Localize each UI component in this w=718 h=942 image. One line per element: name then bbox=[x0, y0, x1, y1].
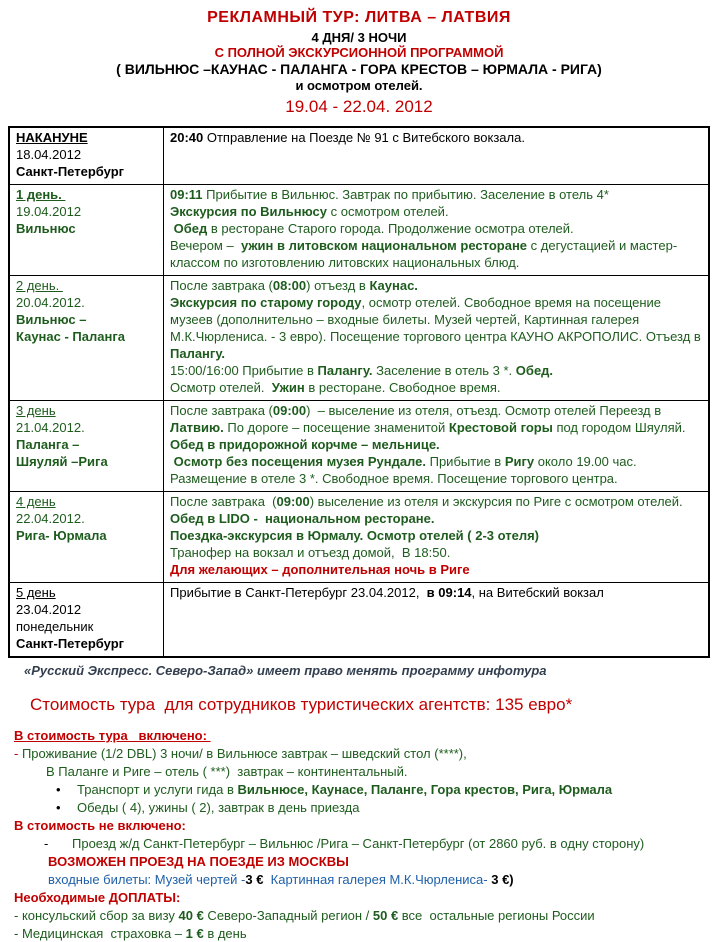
text-run: 50 € bbox=[372, 907, 399, 923]
tour-program-note: С ПОЛНОЙ ЭКСКУРСИОННОЙ ПРОГРАММОЙ bbox=[214, 45, 504, 61]
program-line bbox=[170, 220, 702, 237]
day-cell-line bbox=[16, 601, 157, 618]
program-line bbox=[170, 584, 702, 601]
program-cell bbox=[164, 582, 710, 657]
program-cell bbox=[164, 184, 710, 275]
text-run: - Медицинская страховка – bbox=[14, 925, 186, 941]
text-run: ужин в литовском национальном ресторане bbox=[240, 237, 528, 253]
text-run: в 09:14 bbox=[426, 584, 472, 600]
text-run: 1 € bbox=[185, 925, 204, 941]
text-run: ВОЗМОЖЕН ПРОЕЗД НА ПОЕЗДЕ ИЗ МОСКВЫ bbox=[48, 853, 349, 869]
text-run: все остальные регионы России bbox=[398, 907, 595, 923]
text-run: Отправление на Поезде № 91 с Витебского вокзала. bbox=[203, 129, 525, 145]
day-cell bbox=[9, 491, 164, 582]
day-cell-line bbox=[16, 311, 157, 328]
text-run: , осмотр отелей. Свободное время на посещение музеев (дополнительно – входные билеты. Музей чертей, Картинная галерея М.К.Чюрлениса. - 3 евро). Посещение торгового центра КАУНО АКРОПОЛИС. Отъезд в bbox=[170, 294, 705, 344]
day-cell-line bbox=[16, 402, 157, 419]
day-cell-line bbox=[16, 618, 157, 635]
text-run: 3 день bbox=[16, 402, 56, 418]
day-cell-line bbox=[16, 277, 157, 294]
text-run: Северо-Западный регион / bbox=[203, 907, 373, 923]
included-item-transport bbox=[56, 781, 710, 798]
surcharge-insurance bbox=[14, 925, 710, 942]
text-run: 3 € bbox=[245, 871, 264, 887]
text-run: Проживание (1/2 DBL) 3 ночи/ в Вильнюсе завтрак – шведский стол (****), bbox=[21, 745, 467, 761]
text-run: с осмотром отелей. bbox=[327, 203, 449, 219]
document-header bbox=[0, 8, 718, 118]
text-run: 5 день bbox=[16, 584, 56, 600]
program-line bbox=[170, 203, 702, 220]
text-run: ) отъезд в bbox=[306, 277, 370, 293]
text-run: Обед в придорожной корчме – мельнице. bbox=[170, 436, 440, 452]
text-run: в день bbox=[203, 925, 247, 941]
text-run: Латвию. bbox=[170, 419, 224, 435]
text-run: 21.04.2012. bbox=[16, 419, 85, 435]
text-run: «Русский Экспресс. Северо-Запад» имеет право менять программу инфотура bbox=[24, 662, 547, 678]
text-run: Крестовой горы bbox=[448, 419, 553, 435]
itinerary-row bbox=[9, 184, 709, 275]
tour-dates: 19.04 - 22.04. 2012 bbox=[285, 97, 433, 117]
entrance-tickets-note bbox=[48, 871, 710, 888]
text-run: 1 день. bbox=[16, 186, 66, 202]
day-cell bbox=[9, 275, 164, 400]
program-line bbox=[170, 544, 702, 561]
text-run: Палангу. bbox=[170, 345, 226, 361]
tour-hotels-note: и осмотром отелей. bbox=[295, 78, 423, 94]
text-run: После завтрака ( bbox=[170, 402, 273, 418]
text-run: Обеды ( 4), ужины ( 2), завтрак в день приезда bbox=[77, 799, 360, 815]
text-run: Вильнюсе, Каунасе, Паланге, Гора крестов, Рига, Юрмала bbox=[237, 781, 613, 797]
day-cell-line bbox=[16, 584, 157, 601]
text-run: Транспорт и услуги гида в bbox=[77, 781, 238, 797]
text-run: В стоимость тура включено: bbox=[14, 727, 211, 743]
included-item-accommodation bbox=[14, 745, 710, 762]
program-line bbox=[170, 186, 702, 203]
text-run: входные билеты: Музей чертей - bbox=[48, 871, 246, 887]
program-line bbox=[170, 277, 702, 294]
text-run: - bbox=[14, 745, 22, 761]
text-run: В Паланге и Риге – отель ( ***) завтрак – континентальный. bbox=[46, 763, 408, 779]
program-line bbox=[170, 527, 702, 544]
included-item-accommodation-2 bbox=[46, 763, 710, 780]
text-run: Заселение в отель 3 *. bbox=[372, 362, 516, 378]
program-cell bbox=[164, 275, 710, 400]
text-run: 20:40 bbox=[170, 129, 204, 145]
itinerary-table bbox=[8, 126, 710, 658]
text-run: 3 €) bbox=[491, 871, 514, 887]
text-run: Экскурсия по старому городу bbox=[170, 294, 362, 310]
text-run: Паланга – bbox=[16, 436, 80, 452]
moscow-train-note bbox=[48, 853, 710, 870]
text-run: Ригу bbox=[504, 453, 535, 469]
itinerary-row bbox=[9, 491, 709, 582]
tour-title: РЕКЛАМНЫЙ ТУР: ЛИТВА – ЛАТВИЯ bbox=[207, 9, 511, 26]
text-run: ) выселение из отеля и экскурсия по Риге с осмотром отелей. bbox=[309, 493, 683, 509]
text-run: НАКАНУНЕ bbox=[16, 129, 88, 145]
day-cell-line bbox=[16, 328, 157, 345]
text-run: Обед. bbox=[515, 362, 554, 378]
text-run: с дегустацией и мастер-классом по изготовлению литовских национальных блюд. bbox=[170, 237, 678, 270]
included-item-meals bbox=[56, 799, 710, 816]
day-cell bbox=[9, 184, 164, 275]
day-cell bbox=[9, 400, 164, 491]
program-line bbox=[170, 453, 702, 470]
itinerary-row bbox=[9, 582, 709, 657]
day-cell-line bbox=[16, 163, 157, 180]
text-run: Размещение в отеле 3 *. Свободное время. Посещение торгового центра. bbox=[170, 470, 618, 486]
text-run: 2 день. bbox=[16, 277, 63, 293]
text-run: Необходимые ДОПЛАТЫ: bbox=[14, 889, 181, 905]
program-line bbox=[170, 493, 702, 510]
itinerary-row bbox=[9, 400, 709, 491]
program-change-disclaimer bbox=[24, 662, 710, 679]
text-run: в ресторане Старого города. Продолжение осмотра отелей. bbox=[207, 220, 574, 236]
program-cell bbox=[164, 491, 710, 582]
program-line bbox=[170, 379, 702, 396]
text-run: Прибытие в Санкт-Петербург 23.04.2012, bbox=[170, 584, 427, 600]
text-run: Вильнюс – bbox=[16, 311, 87, 327]
program-line bbox=[170, 129, 702, 146]
text-run: , на Витебский вокзал bbox=[471, 584, 604, 600]
text-run: Рига- Юрмала bbox=[16, 527, 107, 543]
text-run: Каунас - Паланга bbox=[16, 328, 125, 344]
text-run: 20.04.2012. bbox=[16, 294, 85, 310]
text-run: Ужин bbox=[271, 379, 305, 395]
text-run: После завтрака ( bbox=[170, 277, 273, 293]
text-run: Каунас. bbox=[369, 277, 418, 293]
tour-route: ( ВИЛЬНЮС –КАУНАС - ПАЛАНГА - ГОРА КРЕСТОВ – ЮРМАЛА - РИГА) bbox=[116, 61, 602, 78]
text-run: Обед bbox=[173, 220, 208, 236]
text-run: под городом Шяуляй. bbox=[552, 419, 686, 435]
text-run: 09:00 bbox=[272, 402, 307, 418]
day-cell-line bbox=[16, 493, 157, 510]
day-cell-line bbox=[16, 436, 157, 453]
program-line bbox=[170, 294, 705, 362]
text-run: 40 € bbox=[178, 907, 204, 923]
itinerary-row bbox=[9, 275, 709, 400]
text-run: Транофер на вокзал и отъезд домой, В 18:50. bbox=[170, 544, 451, 560]
text-run: 23.04.2012 bbox=[16, 601, 82, 617]
program-line bbox=[170, 362, 702, 379]
day-cell-line bbox=[16, 453, 157, 470]
text-run: Санкт-Петербург bbox=[16, 635, 125, 651]
text-run: Для желающих – дополнительная ночь в Риге bbox=[170, 561, 470, 577]
text-run: - консульский сбор за визу bbox=[14, 907, 179, 923]
text-run: Вечером – bbox=[170, 237, 241, 253]
not-included-item-rail bbox=[44, 835, 710, 852]
day-cell-line bbox=[16, 203, 157, 220]
day-cell-line bbox=[16, 186, 157, 203]
text-run: Обед в LIDO - национальном ресторане. bbox=[170, 510, 435, 526]
program-line bbox=[170, 402, 702, 436]
text-run: Шяуляй –Рига bbox=[16, 453, 108, 469]
tour-price bbox=[30, 694, 718, 716]
text-run: Прибытие в Вильнюс. Завтрак по прибытию. Заселение в отель 4* bbox=[202, 186, 609, 202]
text-run: Осмотр отелей. bbox=[170, 379, 272, 395]
text-run: понедельник bbox=[16, 618, 94, 634]
not-included-heading bbox=[14, 817, 710, 834]
itinerary-row bbox=[9, 127, 709, 185]
day-cell bbox=[9, 127, 164, 185]
notes-section bbox=[0, 662, 718, 942]
day-cell-line bbox=[16, 527, 157, 544]
text-run: Проезд ж/д Санкт-Петербург – Вильнюс /Рига – Санкт-Петербург (от 2860 руб. в одну сторону) bbox=[72, 835, 645, 851]
text-run: По дороге – посещение знаменитой bbox=[223, 419, 449, 435]
text-run: Картинная галерея М.К.Чюрлениса- bbox=[263, 871, 492, 887]
text-run: Поездка-экскурсия в Юрмалу. Осмотр отелей ( 2-3 отеля) bbox=[170, 527, 540, 543]
text-run: 22.04.2012. bbox=[16, 510, 85, 526]
day-cell-line bbox=[16, 419, 157, 436]
text-run: ) – выселение из отеля, отъезд. Осмотр отелей Переезд в bbox=[306, 402, 665, 418]
day-cell-line bbox=[16, 635, 157, 652]
text-run: 09:00 bbox=[276, 493, 310, 509]
day-cell-line bbox=[16, 146, 157, 163]
day-cell bbox=[9, 582, 164, 657]
text-run: 08:00 bbox=[272, 277, 307, 293]
text-run: 19.04.2012 bbox=[16, 203, 82, 219]
text-run: 4 день bbox=[16, 493, 56, 509]
day-cell-line bbox=[16, 510, 157, 527]
text-run: Прибытие в bbox=[426, 453, 505, 469]
text-run: 15:00/16:00 Прибытие в bbox=[170, 362, 318, 378]
program-line bbox=[170, 561, 702, 578]
program-cell bbox=[164, 127, 710, 185]
day-cell-line bbox=[16, 129, 157, 146]
program-line bbox=[170, 237, 702, 271]
text-run: Осмотр без посещения музея Рундале. bbox=[173, 453, 426, 469]
text-run: Экскурсия по Вильнюсу bbox=[170, 203, 328, 219]
included-heading bbox=[14, 727, 710, 744]
text-run: около 19.00 час. bbox=[534, 453, 637, 469]
text-run: Вильнюс bbox=[16, 220, 76, 236]
text-run: в ресторане. Свободное время. bbox=[304, 379, 501, 395]
program-line bbox=[170, 436, 702, 453]
text-run: 18.04.2012 bbox=[16, 146, 82, 162]
text-run: Палангу. bbox=[317, 362, 373, 378]
tour-duration: 4 ДНЯ/ 3 НОЧИ bbox=[311, 29, 407, 45]
day-cell-line bbox=[16, 220, 157, 237]
program-cell bbox=[164, 400, 710, 491]
text-run: В стоимость не включено: bbox=[14, 817, 186, 833]
text-run: 09:11 bbox=[170, 186, 203, 202]
day-cell-line bbox=[16, 294, 157, 311]
text-run: После завтрака ( bbox=[170, 493, 277, 509]
surcharge-visa bbox=[14, 907, 710, 924]
surcharges-heading bbox=[14, 889, 710, 906]
program-line bbox=[170, 510, 702, 527]
text-run: Стоимость тура для сотрудников туристических агентств: 135 евро* bbox=[30, 694, 573, 714]
text-run: Санкт-Петербург bbox=[16, 163, 125, 179]
program-line bbox=[170, 470, 702, 487]
